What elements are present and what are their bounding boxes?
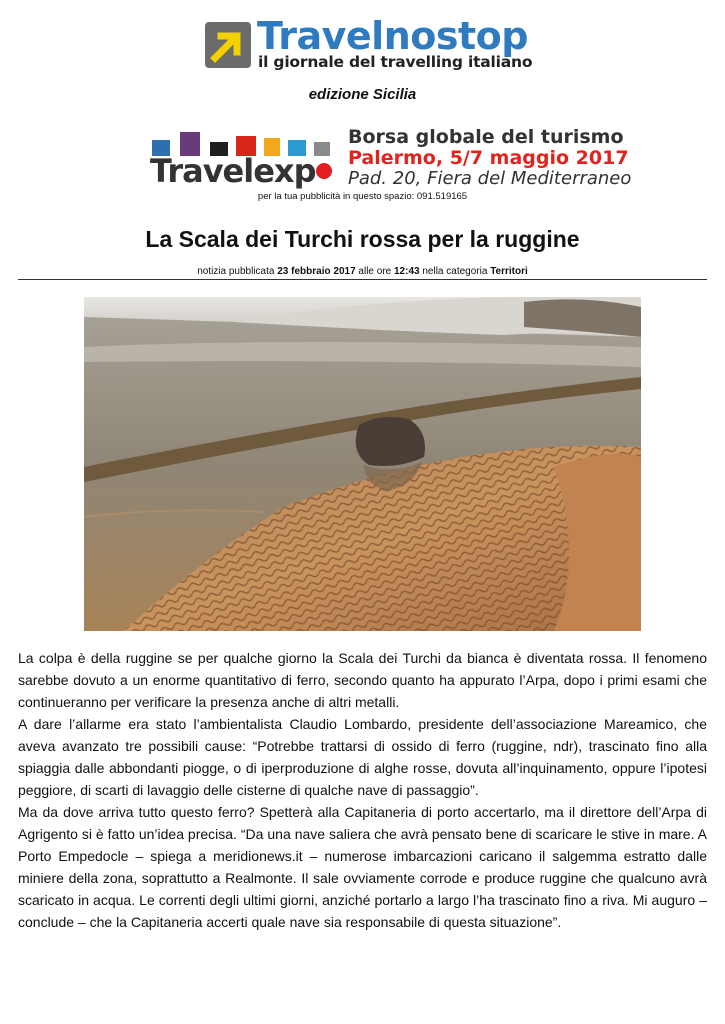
paragraph: La colpa è della ruggine se per qualche giorno la Scala dei Turchi da bianca è diventata rossa. Il fenomeno sarebbe dovuto a un enorme quantitativo di ferro, secondo quanto ha appurato l’Arpa, dopo i primi esami che continueranno per verificare la presenza anche di altri metalli. <box>18 650 707 710</box>
travelexpo-banner[interactable] <box>150 126 632 190</box>
meta-cat: nella categoria <box>422 266 488 277</box>
logo-title: Travelnostop <box>257 14 528 58</box>
paragraph: A dare l’allarme era stato l’ambientalista Claudio Lombardo, presidente dell’associazione Mareamico, che aveva avanzato tre possibili cause: “Potrebbe trattarsi di ossido di ferro (ruggine, ndr), trascinato fino alla spiaggia dalle abbondanti piogge, o di iperproduzione di alghe rosse, dovuta all’inquinamento, oppure l’ipotesi peggiore, di scarti di lavaggio delle cisterne di qualche nave di passaggio”. <box>18 716 707 798</box>
article-title: La Scala dei Turchi rossa per la ruggine <box>145 226 580 252</box>
article-photo <box>84 297 641 631</box>
edition-label: edizione Sicilia <box>308 86 417 103</box>
banner-line-2: Palermo, 5/7 maggio 2017 <box>348 147 629 169</box>
banner-line-1: Borsa globale del turismo <box>348 126 624 148</box>
article-body <box>18 647 707 933</box>
ad-note: per la tua pubblicità in questo spazio: 091.519165 <box>257 191 468 202</box>
meta-prefix: notizia pubblicata <box>197 266 275 277</box>
article-meta <box>0 266 725 277</box>
travelnostop-logo[interactable] <box>205 14 533 72</box>
travelexpo-logo: Travelexp <box>150 152 332 190</box>
publish-time: 12:43 <box>394 266 420 277</box>
logo-subtitle: il giornale del travelling italiano <box>258 53 533 71</box>
publish-date: 23 febbraio 2017 <box>277 266 356 277</box>
paragraph: Ma da dove arriva tutto questo ferro? Spetterà alla Capitaneria di porto accertarlo, ma il direttore dell’Arpa di Agrigento si è fatto un’idea precisa. “Da una nave saliera che avrà pensato bene di scaricare le stive in mare. A Porto Empedocle – spiega a meridionews.it – numerose imbarcazioni caricano il salgemma estratto dalle miniere della zona, soprattutto a Realmonte. Il sale ovviamente corrode e produce ruggine che qualcuno avrà scaricato in acqua. Le correnti degli ultimi giorni, anziché portarlo a largo l’ha trascinato fino a riva. Mi auguro – conclude – che la Capitaneria accerti quale nave sia responsabile di questa situazione”. <box>18 804 707 930</box>
divider <box>18 279 707 280</box>
arrow-icon <box>205 22 251 68</box>
banner-line-3: Pad. 20, Fiera del Mediterraneo <box>348 168 632 189</box>
meta-mid: alle ore <box>358 266 392 277</box>
category-link[interactable]: Territori <box>490 266 528 277</box>
red-dot-icon <box>316 163 332 179</box>
